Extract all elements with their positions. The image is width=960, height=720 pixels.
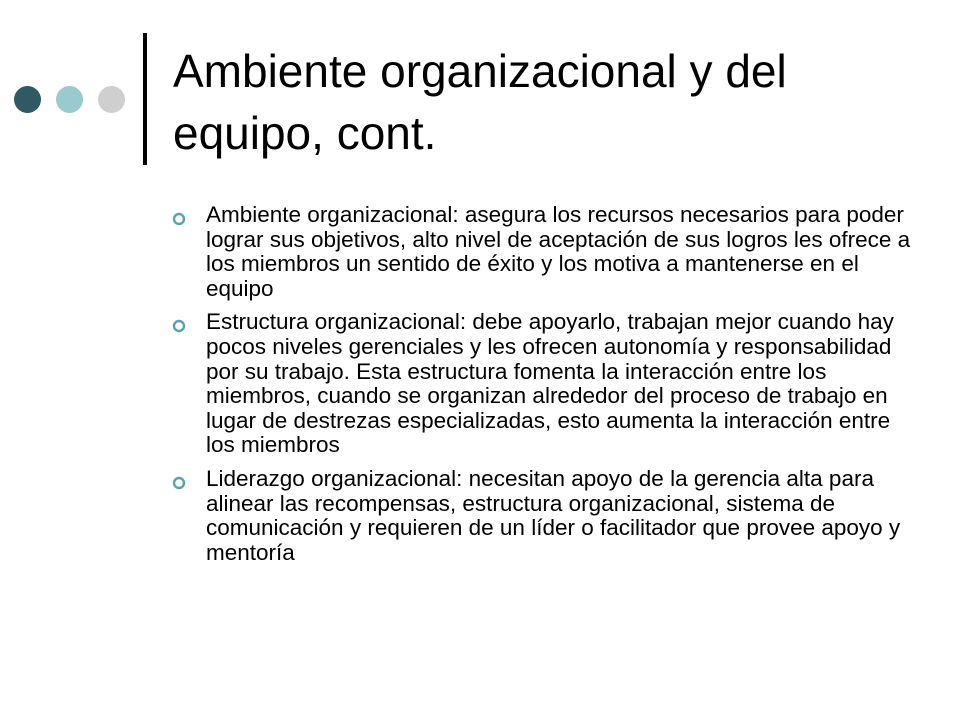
bullet-text: Liderazgo organizacional: necesitan apoyo de la gerencia alta para alinear las recompensas, estructura organizacional, sistema de comunicación y requieren de un líder o facilitador que provee apoyo y mentoría: [206, 465, 901, 565]
slide-title: Ambiente organizacional y del equipo, cont.: [173, 45, 787, 159]
title-divider: [143, 33, 147, 165]
bullet-list: [172, 203, 912, 574]
dark-teal-dot-icon: [14, 86, 41, 113]
ring-bullet-icon: [172, 319, 186, 333]
bullet-item: [172, 467, 912, 565]
bullet-item: [172, 310, 912, 458]
bullet-item: [172, 203, 912, 301]
bullet-text: Estructura organizacional: debe apoyarlo, trabajan mejor cuando hay pocos niveles gerenciales y les ofrecen autonomía y responsabilidad por su trabajo. Esta estructura fomenta la interacción entre los miembros, cuando se organizan alrededor del proceso de trabajo en lugar de destrezas especializadas, esto aumenta la interacción entre los miembros: [206, 309, 894, 458]
ring-bullet-icon: [172, 212, 186, 226]
ring-bullet-icon: [172, 476, 186, 490]
bullet-text: Ambiente organizacional: asegura los recursos necesarios para poder lograr sus objetivos, alto nivel de aceptación de sus logros les ofrece a los miembros un sentido de éxito y los motiva a mantenerse en el equipo: [206, 202, 911, 301]
gray-dot-icon: [98, 86, 125, 113]
decorative-dots: [14, 86, 124, 114]
light-teal-dot-icon: [56, 86, 83, 113]
